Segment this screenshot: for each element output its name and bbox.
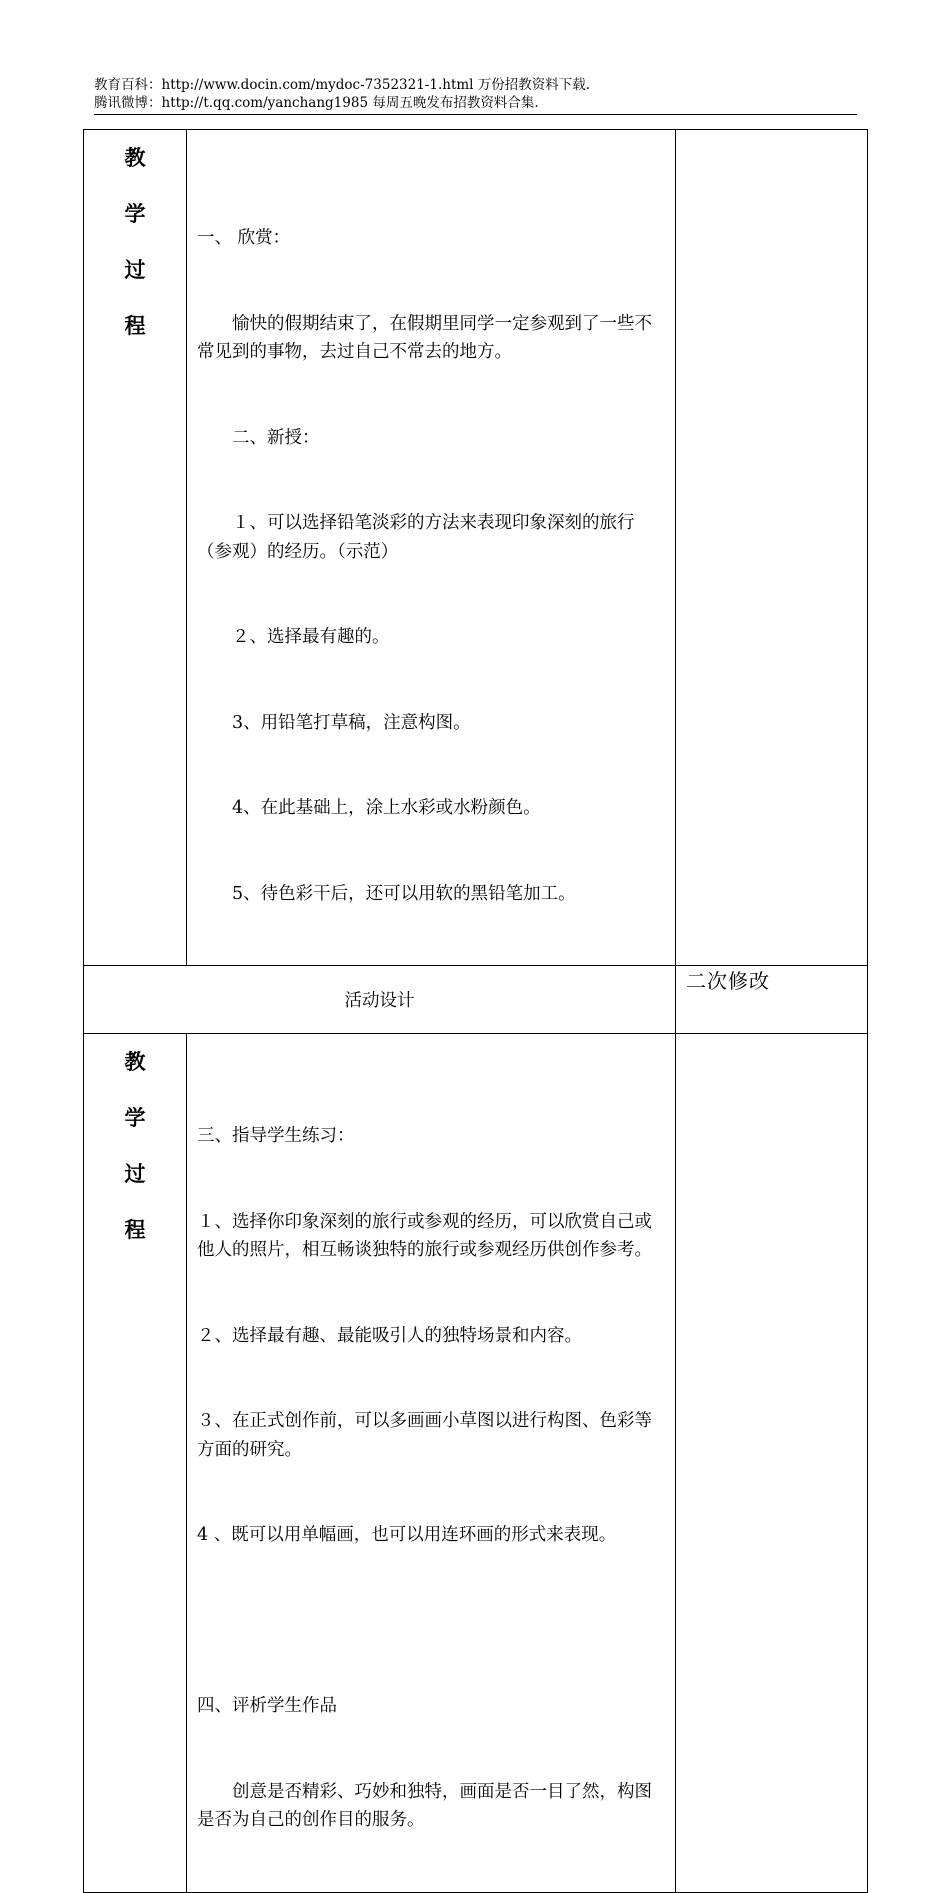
header-line-baike: 教育百科：http://www.docin.com/mydoc-7352321-1.html 万份招教资料下载. (94, 77, 591, 93)
activity-design-title: 活动设计 (84, 966, 676, 1034)
side-label-teaching-process: 教 学 过 程 (124, 1049, 146, 1242)
process-content-cell (187, 130, 676, 966)
content-line: １、选择你印象深刻的旅行或参观的经历，可以欣赏自己或他人的照片，相互畅谈独特的旅行或参观经历供创作参考。 (197, 1211, 652, 1260)
content-line: 三、指导学生练习： (197, 1126, 355, 1146)
process-content-cell (187, 1034, 676, 1893)
side-label-teaching-process: 教 学 过 程 (124, 145, 146, 338)
content-line: 四、评析学生作品 (197, 1696, 337, 1716)
content-line: 愉快的假期结束了，在假期里同学一定参观到了一些不常见到的事物，去过自己不常去的地方。 (197, 313, 652, 362)
content-line: 二、新授： (197, 427, 320, 448)
revision-title: 二次修改 (676, 966, 868, 1034)
content-line: 4 、既可以用单幅画，也可以用连环画的形式来表现。 (197, 1525, 617, 1545)
revision-cell (676, 1034, 868, 1893)
activity-design-row (84, 966, 868, 1034)
side-label-cell (84, 130, 187, 966)
content-line: 5、待色彩干后，还可以用软的黑铅笔加工。 (197, 883, 576, 904)
teaching-process-row-2 (84, 1034, 868, 1893)
content-line: ２、选择最有趣的。 (197, 627, 390, 647)
page-header (94, 76, 857, 115)
content-line: 一、 欣赏： (197, 228, 291, 248)
lesson-plan-table (83, 129, 868, 1893)
process-content (187, 130, 675, 965)
content-line: 3、用铅笔打草稿，注意构图。 (197, 712, 471, 733)
process-content (187, 1034, 675, 1892)
content-line (197, 1607, 667, 1636)
content-line: ３、在正式创作前，可以多画画小草图以进行构图、色彩等方面的研究。 (197, 1411, 652, 1460)
header-line-weibo: 腾讯微博：http://t.qq.com/yanchang1985 每周五晚发布招教资料合集. (94, 95, 539, 111)
teaching-process-row-1 (84, 130, 868, 966)
content-line: 4、在此基础上，涂上水彩或水粉颜色。 (197, 798, 541, 818)
side-label-cell (84, 1034, 187, 1893)
content-line: ２、选择最有趣、最能吸引人的独特场景和内容。 (197, 1325, 582, 1346)
content-line: １、可以选择铅笔淡彩的方法来表现印象深刻的旅行（参观）的经历。（示范） (197, 513, 635, 562)
content-line: 创意是否精彩、巧妙和独特，画面是否一目了然，构图是否为自己的创作目的服务。 (197, 1781, 652, 1830)
revision-cell (676, 130, 868, 966)
